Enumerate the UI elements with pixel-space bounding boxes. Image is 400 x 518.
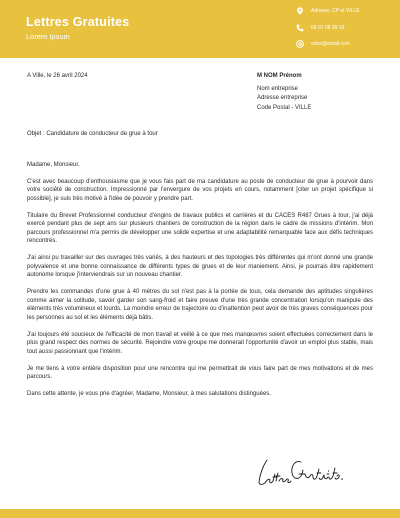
phone-text: 06 07 08 09 10 — [311, 25, 345, 31]
recipient-company: Nom entreprise — [257, 86, 299, 93]
letter-body — [27, 161, 373, 407]
recipient-block — [257, 72, 311, 113]
handwritten-signature — [255, 452, 345, 492]
recipient-address: Adresse entreprise — [257, 95, 308, 102]
letter-date: A Ville, le 26 avril 2024 — [27, 73, 88, 79]
phone-icon — [296, 24, 304, 32]
salutation: Madame, Monsieur, — [27, 162, 80, 168]
closing-paragraph: Dans cette attente, je vous prie d'agréer, Madame, Monsieur, à mes salutations distinguées. — [27, 391, 271, 397]
paragraph: Je me tiens à votre entière disposition pour une rencontre qui me permettrait de vous faire part de mes motivations et de mes parcours. — [27, 365, 373, 380]
paragraph: J'ai toujours été soucieux de l'efficacité de mon travail et veillé à ce que mes manœuvres soient effectuées correctement dans le plus grand respect des normes de sécurité. Rejoindre votre groupe me donnerait l'opportunité d'avoir un emploi plus stable, mais tout aussi passionnant que l'intérim. — [27, 331, 373, 355]
email-text: votre@email.com — [311, 41, 350, 47]
paragraph: Titulaire du Brevet Professionnel conducteur d'engins de travaux publics et carrières et du CACES R487 Grues à tour, j'ai déjà exercé pendant plus de sept ans sur plusieurs chantiers de construction de la région dans le cadre de missions d'intérim. Mon parcours professionnel m'a permis de développer une solide expertise et une adaptabilité remarquable face aux défis techniques rencontrés. — [27, 212, 373, 244]
contact-address — [296, 7, 360, 15]
email-icon — [296, 40, 304, 48]
contact-phone — [296, 24, 344, 32]
header-banner — [0, 0, 400, 58]
paragraph: Prendre les commandes d'une grue à 40 mètres du sol n'est pas à la portée de tous, cela demande des aptitudes singulières comme aimer la solitude, savoir garder son sang-froid et faire preuve d'une très grande concentration lorsqu'on manipule des éléments très volumineux et lourds. La moindre erreur de trajectoire ou d'inattention peut avoir de très graves conséquences pour les personnes au sol et les éléments déjà bâtis. — [27, 289, 373, 321]
footer-bar — [0, 509, 400, 518]
paragraph: C'est avec beaucoup d'enthousiasme que je vous fais part de ma candidature au poste de conducteur de grue à pourvoir dans votre société de construction. Impressionné par l'envergure de vos projets en cours, notamment [citer un projet spécifique si possible], je suis très motivé à l'idée de pouvoir y prendre part. — [27, 178, 373, 202]
address-text: Adresse, CP et VILLE — [311, 8, 360, 14]
paragraph: J'ai ainsi pu travailler sur des ouvrages très variés, à des hauteurs et des topologies très différentes qui m'ont donné une grande polyvalence et une bonne connaissance de différents types de grues et de leur maniement. Ainsi, je pourrais être rapidement autonome lorsque j'interviendrais sur un nouveau chantier. — [27, 255, 373, 278]
recipient-city: Code Postal - VILLE — [257, 104, 312, 111]
location-pin-icon — [296, 7, 304, 15]
recipient-name: M NOM Prénom — [257, 73, 302, 79]
letter-subject: Objet : Candidature de conducteur de grue à tour — [27, 131, 158, 137]
contact-email — [296, 40, 350, 48]
brand-subtitle: Lorem Ipsum — [26, 32, 70, 41]
brand-title: Lettres Gratuites — [26, 15, 130, 29]
